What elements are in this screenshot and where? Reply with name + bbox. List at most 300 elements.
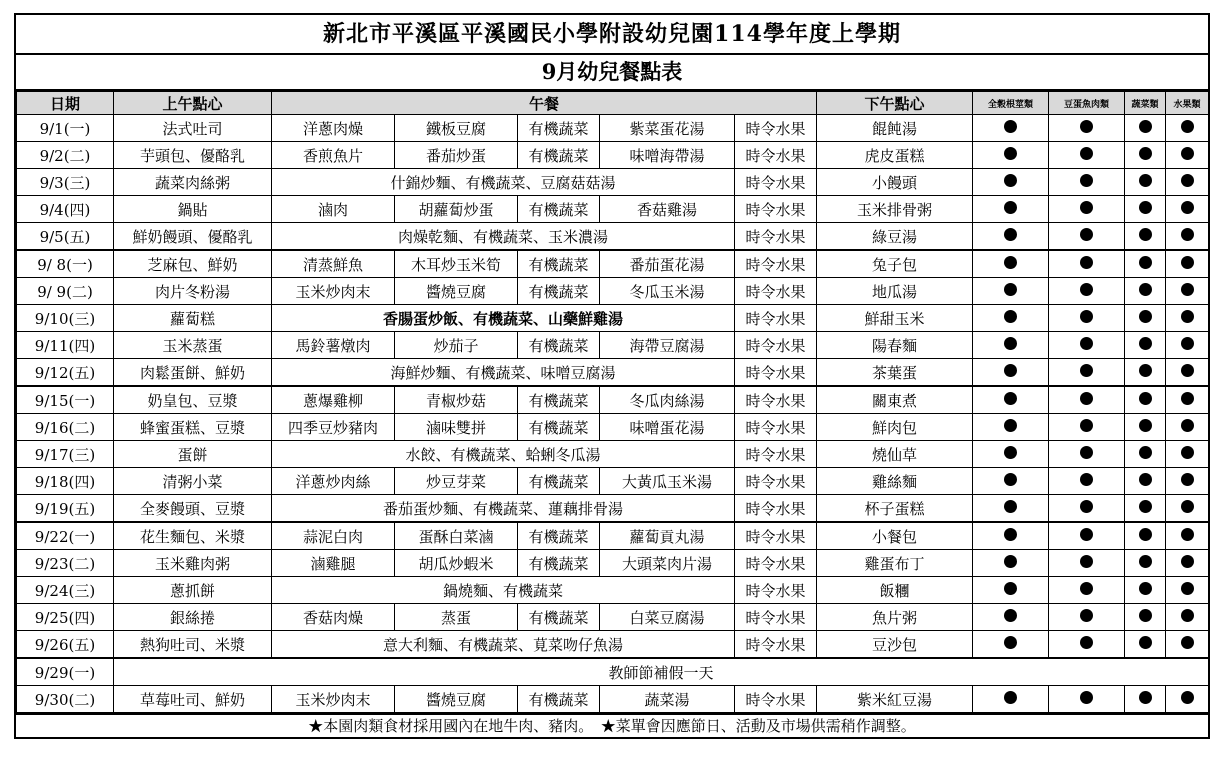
fruit-dot-cell [1166, 386, 1209, 414]
fruit-dot-cell [1166, 441, 1209, 468]
vegetables-dot-cell [1125, 115, 1166, 142]
lunch-fruit-cell: 時令水果 [735, 522, 817, 550]
filled-dot-icon [1181, 392, 1194, 405]
header-morning-snack: 上午點心 [114, 92, 272, 115]
menu-row [17, 550, 1209, 577]
afternoon-snack-cell: 鮮甜玉米 [817, 305, 973, 332]
filled-dot-icon [1004, 500, 1017, 513]
vegetables-dot-cell [1125, 196, 1166, 223]
lunch-side-cell: 鐵板豆腐 [395, 115, 518, 142]
fruit-dot-cell [1166, 468, 1209, 495]
filled-dot-icon [1080, 337, 1093, 350]
lunch-main-cell: 香煎魚片 [272, 142, 395, 169]
filled-dot-icon [1080, 174, 1093, 187]
vegetables-dot-cell [1125, 604, 1166, 631]
vegetables-dot-cell [1125, 414, 1166, 441]
protein-dot-cell [1049, 604, 1125, 631]
lunch-fruit-cell: 時令水果 [735, 142, 817, 169]
filled-dot-icon [1080, 473, 1093, 486]
protein-dot-cell [1049, 414, 1125, 441]
date-cell: 9/26(五) [17, 631, 114, 659]
date-cell: 9/29(一) [17, 658, 114, 686]
morning-snack-cell: 蘿蔔糕 [114, 305, 272, 332]
filled-dot-icon [1004, 555, 1017, 568]
filled-dot-icon [1139, 120, 1152, 133]
fruit-dot-cell [1166, 305, 1209, 332]
protein-dot-cell [1049, 278, 1125, 305]
vegetables-dot-cell [1125, 550, 1166, 577]
morning-snack-cell: 奶皇包、豆漿 [114, 386, 272, 414]
filled-dot-icon [1139, 147, 1152, 160]
header-afternoon-snack: 下午點心 [817, 92, 973, 115]
vegetables-dot-cell [1125, 142, 1166, 169]
filled-dot-icon [1181, 555, 1194, 568]
filled-dot-icon [1080, 691, 1093, 704]
date-cell: 9/5(五) [17, 223, 114, 251]
lunch-soup-cell: 香菇雞湯 [600, 196, 735, 223]
filled-dot-icon [1004, 364, 1017, 377]
lunch-combined-cell: 什錦炒麵、有機蔬菜、豆腐菇菇湯 [272, 169, 735, 196]
lunch-fruit-cell: 時令水果 [735, 686, 817, 713]
filled-dot-icon [1004, 337, 1017, 350]
lunch-fruit-cell: 時令水果 [735, 386, 817, 414]
lunch-fruit-cell: 時令水果 [735, 604, 817, 631]
protein-dot-cell [1049, 577, 1125, 604]
grains-dot-cell [973, 550, 1049, 577]
menu-row [17, 577, 1209, 604]
protein-dot-cell [1049, 332, 1125, 359]
protein-dot-cell [1049, 305, 1125, 332]
filled-dot-icon [1080, 636, 1093, 649]
filled-dot-icon [1004, 201, 1017, 214]
filled-dot-icon [1139, 636, 1152, 649]
filled-dot-icon [1080, 419, 1093, 432]
header-vegetables: 蔬菜類 [1125, 92, 1166, 115]
date-cell: 9/3(三) [17, 169, 114, 196]
filled-dot-icon [1139, 691, 1152, 704]
afternoon-snack-cell: 綠豆湯 [817, 223, 973, 251]
filled-dot-icon [1139, 609, 1152, 622]
date-cell: 9/2(二) [17, 142, 114, 169]
fruit-dot-cell [1166, 223, 1209, 251]
morning-snack-cell: 玉米蒸蛋 [114, 332, 272, 359]
lunch-side-cell: 胡瓜炒蝦米 [395, 550, 518, 577]
lunch-soup-cell: 番茄蛋花湯 [600, 250, 735, 278]
lunch-fruit-cell: 時令水果 [735, 332, 817, 359]
date-cell: 9/ 9(二) [17, 278, 114, 305]
vegetables-dot-cell [1125, 522, 1166, 550]
protein-dot-cell [1049, 522, 1125, 550]
lunch-fruit-cell: 時令水果 [735, 359, 817, 387]
protein-dot-cell [1049, 686, 1125, 713]
lunch-main-cell: 洋蔥肉燥 [272, 115, 395, 142]
vegetables-dot-cell [1125, 577, 1166, 604]
lunch-fruit-cell: 時令水果 [735, 196, 817, 223]
afternoon-snack-cell: 豆沙包 [817, 631, 973, 659]
protein-dot-cell [1049, 250, 1125, 278]
afternoon-snack-cell: 關東煮 [817, 386, 973, 414]
header-protein: 豆蛋魚肉類 [1049, 92, 1125, 115]
fruit-dot-cell [1166, 278, 1209, 305]
date-cell: 9/25(四) [17, 604, 114, 631]
date-cell: 9/4(四) [17, 196, 114, 223]
header-date: 日期 [17, 92, 114, 115]
lunch-combined-cell: 肉燥乾麵、有機蔬菜、玉米濃湯 [272, 223, 735, 251]
lunch-vegetable-cell: 有機蔬菜 [518, 550, 600, 577]
menu-row [17, 522, 1209, 550]
vegetables-dot-cell [1125, 631, 1166, 659]
lunch-vegetable-cell: 有機蔬菜 [518, 686, 600, 713]
grains-dot-cell [973, 250, 1049, 278]
lunch-soup-cell: 蔬菜湯 [600, 686, 735, 713]
protein-dot-cell [1049, 468, 1125, 495]
filled-dot-icon [1181, 310, 1194, 323]
date-cell: 9/15(一) [17, 386, 114, 414]
filled-dot-icon [1080, 392, 1093, 405]
morning-snack-cell: 熱狗吐司、米漿 [114, 631, 272, 659]
menu-row [17, 278, 1209, 305]
fruit-dot-cell [1166, 495, 1209, 523]
fruit-dot-cell [1166, 686, 1209, 713]
filled-dot-icon [1181, 528, 1194, 541]
lunch-main-cell: 清蒸鮮魚 [272, 250, 395, 278]
filled-dot-icon [1139, 500, 1152, 513]
protein-dot-cell [1049, 223, 1125, 251]
lunch-soup-cell: 冬瓜肉絲湯 [600, 386, 735, 414]
filled-dot-icon [1181, 609, 1194, 622]
fruit-dot-cell [1166, 250, 1209, 278]
date-cell: 9/10(三) [17, 305, 114, 332]
lunch-main-cell: 蔥爆雞柳 [272, 386, 395, 414]
filled-dot-icon [1004, 636, 1017, 649]
grains-dot-cell [973, 604, 1049, 631]
fruit-dot-cell [1166, 115, 1209, 142]
filled-dot-icon [1004, 446, 1017, 459]
lunch-vegetable-cell: 有機蔬菜 [518, 142, 600, 169]
filled-dot-icon [1181, 174, 1194, 187]
vegetables-dot-cell [1125, 495, 1166, 523]
menu-table [16, 91, 1209, 713]
lunch-combined-cell: 意大利麵、有機蔬菜、莧菜吻仔魚湯 [272, 631, 735, 659]
lunch-vegetable-cell: 有機蔬菜 [518, 278, 600, 305]
grains-dot-cell [973, 631, 1049, 659]
lunch-side-cell: 醬燒豆腐 [395, 278, 518, 305]
lunch-fruit-cell: 時令水果 [735, 305, 817, 332]
menu-row [17, 604, 1209, 631]
filled-dot-icon [1139, 473, 1152, 486]
date-cell: 9/1(一) [17, 115, 114, 142]
filled-dot-icon [1181, 636, 1194, 649]
grains-dot-cell [973, 115, 1049, 142]
filled-dot-icon [1181, 228, 1194, 241]
fruit-dot-cell [1166, 577, 1209, 604]
grains-dot-cell [973, 468, 1049, 495]
vegetables-dot-cell [1125, 223, 1166, 251]
grains-dot-cell [973, 305, 1049, 332]
lunch-soup-cell: 蘿蔔貢丸湯 [600, 522, 735, 550]
lunch-vegetable-cell: 有機蔬菜 [518, 468, 600, 495]
filled-dot-icon [1181, 364, 1194, 377]
morning-snack-cell: 全麥饅頭、豆漿 [114, 495, 272, 523]
afternoon-snack-cell: 魚片粥 [817, 604, 973, 631]
filled-dot-icon [1181, 446, 1194, 459]
grains-dot-cell [973, 495, 1049, 523]
afternoon-snack-cell: 雞蛋布丁 [817, 550, 973, 577]
lunch-side-cell: 番茄炒蛋 [395, 142, 518, 169]
fruit-dot-cell [1166, 169, 1209, 196]
header-row [17, 92, 1209, 115]
lunch-fruit-cell: 時令水果 [735, 631, 817, 659]
filled-dot-icon [1139, 310, 1152, 323]
protein-dot-cell [1049, 142, 1125, 169]
lunch-combined-cell: 鍋燒麵、有機蔬菜 [272, 577, 735, 604]
menu-row [17, 686, 1209, 713]
filled-dot-icon [1004, 473, 1017, 486]
vegetables-dot-cell [1125, 686, 1166, 713]
lunch-main-cell: 玉米炒肉末 [272, 686, 395, 713]
filled-dot-icon [1181, 337, 1194, 350]
afternoon-snack-cell: 鮮肉包 [817, 414, 973, 441]
menu-row [17, 305, 1209, 332]
filled-dot-icon [1080, 120, 1093, 133]
filled-dot-icon [1139, 364, 1152, 377]
filled-dot-icon [1139, 174, 1152, 187]
lunch-main-cell: 蒜泥白肉 [272, 522, 395, 550]
protein-dot-cell [1049, 169, 1125, 196]
afternoon-snack-cell: 陽春麵 [817, 332, 973, 359]
lunch-soup-cell: 紫菜蛋花湯 [600, 115, 735, 142]
lunch-fruit-cell: 時令水果 [735, 468, 817, 495]
lunch-side-cell: 蒸蛋 [395, 604, 518, 631]
filled-dot-icon [1080, 283, 1093, 296]
morning-snack-cell: 鮮奶饅頭、優酪乳 [114, 223, 272, 251]
lunch-vegetable-cell: 有機蔬菜 [518, 250, 600, 278]
fruit-dot-cell [1166, 359, 1209, 387]
date-cell: 9/19(五) [17, 495, 114, 523]
filled-dot-icon [1080, 609, 1093, 622]
filled-dot-icon [1181, 283, 1194, 296]
lunch-soup-cell: 大頭菜肉片湯 [600, 550, 735, 577]
lunch-combined-cell: 香腸蛋炒飯、有機蔬菜、山藥鮮雞湯 [272, 305, 735, 332]
date-cell: 9/18(四) [17, 468, 114, 495]
fruit-dot-cell [1166, 550, 1209, 577]
morning-snack-cell: 蔬菜肉絲粥 [114, 169, 272, 196]
filled-dot-icon [1139, 228, 1152, 241]
filled-dot-icon [1181, 582, 1194, 595]
lunch-soup-cell: 白菜豆腐湯 [600, 604, 735, 631]
lunch-vegetable-cell: 有機蔬菜 [518, 332, 600, 359]
menu-row [17, 359, 1209, 387]
filled-dot-icon [1139, 555, 1152, 568]
menu-row [17, 386, 1209, 414]
vegetables-dot-cell [1125, 278, 1166, 305]
lunch-soup-cell: 味噌海帶湯 [600, 142, 735, 169]
filled-dot-icon [1080, 228, 1093, 241]
afternoon-snack-cell: 玉米排骨粥 [817, 196, 973, 223]
fruit-dot-cell [1166, 196, 1209, 223]
vegetables-dot-cell [1125, 250, 1166, 278]
fruit-dot-cell [1166, 414, 1209, 441]
date-cell: 9/24(三) [17, 577, 114, 604]
lunch-vegetable-cell: 有機蔬菜 [518, 386, 600, 414]
menu-row [17, 631, 1209, 659]
lunch-side-cell: 胡蘿蔔炒蛋 [395, 196, 518, 223]
morning-snack-cell: 清粥小菜 [114, 468, 272, 495]
morning-snack-cell: 玉米雞肉粥 [114, 550, 272, 577]
vegetables-dot-cell [1125, 359, 1166, 387]
vegetables-dot-cell [1125, 305, 1166, 332]
filled-dot-icon [1139, 392, 1152, 405]
filled-dot-icon [1004, 310, 1017, 323]
protein-dot-cell [1049, 631, 1125, 659]
lunch-soup-cell: 冬瓜玉米湯 [600, 278, 735, 305]
lunch-combined-cell: 水餃、有機蔬菜、蛤蜊冬瓜湯 [272, 441, 735, 468]
date-cell: 9/22(一) [17, 522, 114, 550]
date-cell: 9/17(三) [17, 441, 114, 468]
protein-dot-cell [1049, 495, 1125, 523]
fruit-dot-cell [1166, 332, 1209, 359]
filled-dot-icon [1080, 582, 1093, 595]
vegetables-dot-cell [1125, 386, 1166, 414]
afternoon-snack-cell: 小饅頭 [817, 169, 973, 196]
lunch-main-cell: 洋蔥炒肉絲 [272, 468, 395, 495]
lunch-fruit-cell: 時令水果 [735, 495, 817, 523]
fruit-dot-cell [1166, 631, 1209, 659]
afternoon-snack-cell: 兔子包 [817, 250, 973, 278]
filled-dot-icon [1080, 364, 1093, 377]
filled-dot-icon [1181, 120, 1194, 133]
grains-dot-cell [973, 169, 1049, 196]
lunch-vegetable-cell: 有機蔬菜 [518, 115, 600, 142]
protein-dot-cell [1049, 115, 1125, 142]
filled-dot-icon [1004, 256, 1017, 269]
lunch-fruit-cell: 時令水果 [735, 550, 817, 577]
holiday-cell: 教師節補假一天 [114, 658, 1209, 686]
menu-row [17, 223, 1209, 251]
afternoon-snack-cell: 杯子蛋糕 [817, 495, 973, 523]
lunch-soup-cell: 味噌蛋花湯 [600, 414, 735, 441]
header-lunch: 午餐 [272, 92, 817, 115]
vegetables-dot-cell [1125, 441, 1166, 468]
filled-dot-icon [1004, 609, 1017, 622]
grains-dot-cell [973, 386, 1049, 414]
filled-dot-icon [1004, 392, 1017, 405]
morning-snack-cell: 花生麵包、米漿 [114, 522, 272, 550]
morning-snack-cell: 蜂蜜蛋糕、豆漿 [114, 414, 272, 441]
grains-dot-cell [973, 278, 1049, 305]
filled-dot-icon [1139, 528, 1152, 541]
lunch-side-cell: 炒豆芽菜 [395, 468, 518, 495]
filled-dot-icon [1080, 310, 1093, 323]
lunch-vegetable-cell: 有機蔬菜 [518, 604, 600, 631]
lunch-fruit-cell: 時令水果 [735, 223, 817, 251]
grains-dot-cell [973, 577, 1049, 604]
lunch-main-cell: 四季豆炒豬肉 [272, 414, 395, 441]
lunch-main-cell: 滷肉 [272, 196, 395, 223]
filled-dot-icon [1080, 147, 1093, 160]
fruit-dot-cell [1166, 142, 1209, 169]
lunch-fruit-cell: 時令水果 [735, 441, 817, 468]
filled-dot-icon [1181, 419, 1194, 432]
lunch-soup-cell: 海帶豆腐湯 [600, 332, 735, 359]
filled-dot-icon [1004, 174, 1017, 187]
vegetables-dot-cell [1125, 332, 1166, 359]
filled-dot-icon [1181, 256, 1194, 269]
grains-dot-cell [973, 223, 1049, 251]
grains-dot-cell [973, 441, 1049, 468]
lunch-side-cell: 蛋酥白菜滷 [395, 522, 518, 550]
lunch-fruit-cell: 時令水果 [735, 169, 817, 196]
date-cell: 9/12(五) [17, 359, 114, 387]
page-title: 新北市平溪區平溪國民小學附設幼兒園114學年度上學期 [16, 15, 1208, 55]
filled-dot-icon [1080, 500, 1093, 513]
lunch-vegetable-cell: 有機蔬菜 [518, 414, 600, 441]
menu-row [17, 196, 1209, 223]
afternoon-snack-cell: 小餐包 [817, 522, 973, 550]
filled-dot-icon [1004, 528, 1017, 541]
lunch-side-cell: 滷味雙拼 [395, 414, 518, 441]
lunch-main-cell: 香菇肉燥 [272, 604, 395, 631]
filled-dot-icon [1004, 582, 1017, 595]
filled-dot-icon [1080, 555, 1093, 568]
filled-dot-icon [1080, 256, 1093, 269]
protein-dot-cell [1049, 550, 1125, 577]
morning-snack-cell: 蔥抓餅 [114, 577, 272, 604]
menu-row [17, 441, 1209, 468]
lunch-fruit-cell: 時令水果 [735, 250, 817, 278]
protein-dot-cell [1049, 386, 1125, 414]
lunch-side-cell: 炒茄子 [395, 332, 518, 359]
morning-snack-cell: 法式吐司 [114, 115, 272, 142]
menu-row [17, 495, 1209, 523]
vegetables-dot-cell [1125, 169, 1166, 196]
lunch-vegetable-cell: 有機蔬菜 [518, 196, 600, 223]
filled-dot-icon [1139, 283, 1152, 296]
date-cell: 9/11(四) [17, 332, 114, 359]
menu-row [17, 658, 1209, 686]
afternoon-snack-cell: 紫米紅豆湯 [817, 686, 973, 713]
afternoon-snack-cell: 地瓜湯 [817, 278, 973, 305]
lunch-side-cell: 醬燒豆腐 [395, 686, 518, 713]
filled-dot-icon [1139, 419, 1152, 432]
grains-dot-cell [973, 332, 1049, 359]
lunch-fruit-cell: 時令水果 [735, 414, 817, 441]
menu-row [17, 468, 1209, 495]
menu-row [17, 115, 1209, 142]
morning-snack-cell: 肉鬆蛋餅、鮮奶 [114, 359, 272, 387]
afternoon-snack-cell: 燒仙草 [817, 441, 973, 468]
morning-snack-cell: 芋頭包、優酪乳 [114, 142, 272, 169]
morning-snack-cell: 鍋貼 [114, 196, 272, 223]
date-cell: 9/30(二) [17, 686, 114, 713]
menu-row [17, 169, 1209, 196]
filled-dot-icon [1004, 419, 1017, 432]
filled-dot-icon [1080, 528, 1093, 541]
lunch-main-cell: 滷雞腿 [272, 550, 395, 577]
lunch-combined-cell: 海鮮炒麵、有機蔬菜、味噌豆腐湯 [272, 359, 735, 387]
grains-dot-cell [973, 686, 1049, 713]
footer-note: ★本園肉類食材採用國內在地牛肉、豬肉。 ★菜單會因應節日、活動及市場供需稍作調整。 [16, 713, 1208, 737]
filled-dot-icon [1139, 256, 1152, 269]
date-cell: 9/23(二) [17, 550, 114, 577]
filled-dot-icon [1181, 473, 1194, 486]
lunch-main-cell: 馬鈴薯燉肉 [272, 332, 395, 359]
filled-dot-icon [1181, 500, 1194, 513]
header-fruit: 水果類 [1166, 92, 1209, 115]
filled-dot-icon [1004, 691, 1017, 704]
grains-dot-cell [973, 522, 1049, 550]
vegetables-dot-cell [1125, 468, 1166, 495]
